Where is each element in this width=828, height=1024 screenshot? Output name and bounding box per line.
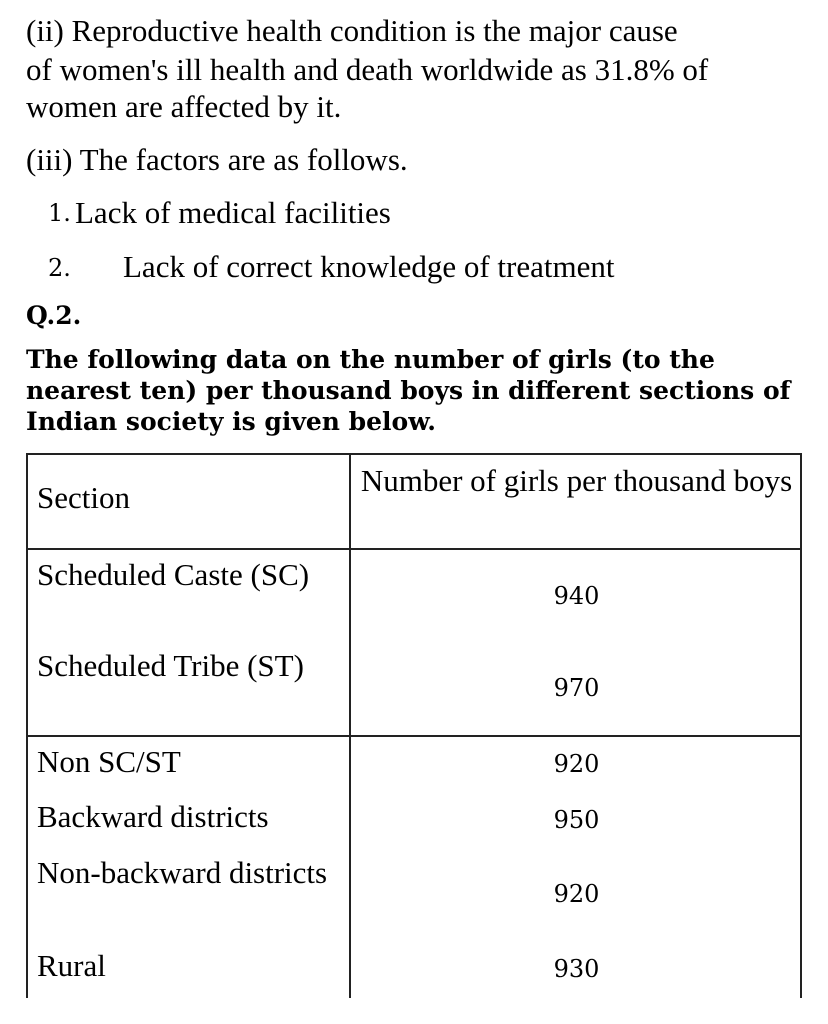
table-cell-section: Rural [37, 948, 106, 983]
table-header-section: Section [37, 480, 130, 515]
factor-text: Lack of correct knowledge of treatment [123, 249, 615, 284]
table-row-rule [26, 735, 802, 737]
paragraph-ii-line-2: of women's ill health and death worldwide as 31.8% of [26, 52, 709, 87]
factor-text: Lack of medical facilities [75, 195, 391, 230]
table-header-rule [26, 548, 802, 550]
table-cell-section: Non-backward districts [37, 855, 328, 890]
table-cell-value: 930 [553, 955, 600, 983]
paragraph-ii-line-1: (ii) Reproductive health condition is the major cause [26, 13, 678, 48]
table-header-value: Number of girls per thousand boys [360, 463, 793, 498]
table-cell-value: 940 [553, 582, 600, 610]
table-cell-value: 950 [553, 806, 600, 834]
data-table [26, 453, 802, 998]
factor-number: 2. [48, 254, 71, 282]
table-cell-section: Non SC/ST [37, 744, 181, 779]
table-cell-value: 920 [553, 880, 600, 908]
paragraph-iii: (iii) The factors are as follows. [26, 142, 408, 177]
table-cell-value: 920 [553, 750, 600, 778]
table-cell-section: Scheduled Tribe (ST) [37, 648, 304, 683]
factor-number: 1. [48, 199, 71, 227]
paragraph-ii-line-3: women are affected by it. [26, 89, 342, 124]
table-column-divider [349, 453, 351, 998]
question-text: The following data on the number of girls (to the nearest ten) per thousand boys in different sections of Indian society is given below. [26, 345, 791, 436]
table-cell-section: Backward districts [37, 799, 269, 834]
question-number: Q.2. [26, 301, 82, 330]
table-cell-value: 970 [553, 674, 600, 702]
table-cell-section: Scheduled Caste (SC) [37, 557, 310, 592]
